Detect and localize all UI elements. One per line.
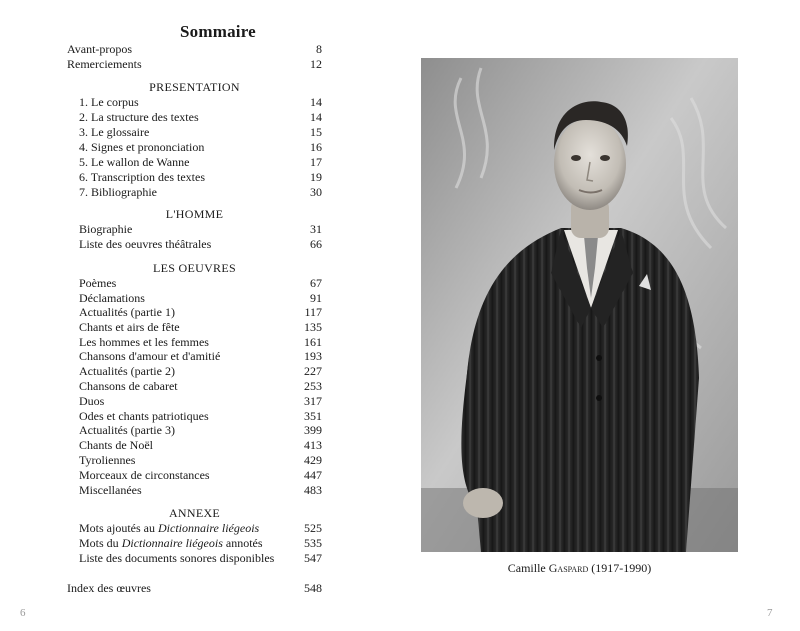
toc-entry — [79, 222, 322, 237]
toc-entry-page: 399 — [304, 423, 322, 437]
toc-entry-label: 2. La structure des textes — [79, 110, 199, 124]
toc-entry-italic: Dictionnaire liégeois — [158, 521, 260, 535]
toc-entry-label — [79, 536, 263, 551]
toc-entry — [79, 291, 322, 306]
toc-entry — [79, 438, 322, 453]
caption-last-name: Gaspard — [548, 561, 589, 575]
toc-entry-label: Odes et chants patriotiques — [79, 409, 209, 423]
toc-entry — [79, 237, 322, 252]
toc-entry — [79, 140, 322, 155]
toc-entry-label: Miscellanées — [79, 483, 142, 497]
page-number-right: 7 — [767, 607, 773, 619]
toc-entry-page: 135 — [304, 320, 322, 334]
toc-entry — [79, 364, 322, 379]
toc-entry-page: 17 — [310, 155, 322, 169]
eye-left — [571, 155, 581, 161]
toc-entry-label: Actualités (partie 3) — [79, 423, 175, 437]
toc-entry-italic: Dictionnaire liégeois — [121, 536, 223, 550]
eye-right — [600, 155, 610, 161]
button — [596, 395, 602, 401]
toc-entry — [79, 185, 322, 200]
toc-entry-page: 8 — [316, 42, 322, 56]
toc-entry-page: 193 — [304, 349, 322, 363]
toc-entry — [79, 155, 322, 170]
toc-entry-label: 5. Le wallon de Wanne — [79, 155, 190, 169]
toc-entry-page: 548 — [304, 581, 322, 595]
toc-entry-label: 6. Transcription des textes — [79, 170, 205, 184]
toc-entry-page: 413 — [304, 438, 322, 452]
toc-entry-page: 535 — [304, 536, 322, 550]
toc-entry-page: 483 — [304, 483, 322, 497]
toc-entry-page: 66 — [310, 237, 322, 251]
toc-entry — [79, 536, 322, 551]
toc-entry-page: 525 — [304, 521, 322, 535]
toc-entry-label: Les hommes et les femmes — [79, 335, 209, 349]
toc-entry-label: Liste des oeuvres théâtrales — [79, 237, 212, 251]
toc-entry-suffix: annotés — [222, 536, 263, 550]
toc-entry-label: Avant-propos — [67, 42, 133, 56]
toc-entry-page: 31 — [310, 222, 322, 236]
portrait-illustration — [421, 58, 738, 552]
toc-entry-page: 161 — [304, 335, 322, 349]
toc-entry-label: Morceaux de circonstances — [79, 468, 210, 482]
toc-entry — [67, 42, 322, 57]
toc-entry-label: Index des œuvres — [67, 581, 151, 595]
toc-entry — [79, 521, 322, 536]
toc-entry-index — [67, 581, 322, 596]
toc-entry — [79, 409, 322, 424]
toc-entry-page: 351 — [304, 409, 322, 423]
toc-entry-label: Déclamations — [79, 291, 145, 305]
toc-entry — [79, 453, 322, 468]
section-heading-annexe: ANNEXE — [168, 506, 221, 520]
toc-entry-label: Chansons de cabaret — [79, 379, 178, 393]
toc-entry-label: Poèmes — [79, 276, 117, 290]
toc-entry-label: Chansons d'amour et d'amitié — [79, 349, 221, 363]
toc-entry-label: Duos — [79, 394, 105, 408]
toc-entry-label: Tyroliennes — [79, 453, 136, 467]
toc-entry-label — [79, 551, 274, 566]
toc-entry — [79, 110, 322, 125]
toc-entry-prefix: Mots ajoutés au — [79, 521, 158, 535]
portrait-photo — [421, 58, 738, 552]
toc-entry — [79, 305, 322, 320]
toc-entry-prefix: Liste des documents sonores disponibles — [79, 551, 275, 565]
toc-entry-label: 7. Bibliographie — [79, 185, 157, 199]
toc-entry-page: 30 — [310, 185, 322, 199]
toc-entry-label: 1. Le corpus — [79, 95, 139, 109]
toc-entry-page: 14 — [310, 95, 322, 109]
toc-entry-label: Biographie — [79, 222, 133, 236]
toc-entry-label: 4. Signes et prononciation — [79, 140, 205, 154]
page-number-left: 6 — [20, 607, 26, 619]
toc-entry-page: 117 — [304, 305, 322, 319]
toc-entry-page: 16 — [310, 140, 322, 154]
hand — [463, 488, 503, 518]
toc-entry — [79, 335, 322, 350]
section-heading-oeuvres: LES OEUVRES — [153, 261, 236, 275]
toc-entry-page: 227 — [304, 364, 322, 378]
toc-entry — [79, 483, 322, 498]
toc-entry — [79, 125, 322, 140]
toc-title: Sommaire — [180, 22, 256, 41]
toc-entry — [79, 423, 322, 438]
photo-caption — [421, 561, 738, 576]
toc-entry-label: Chants et airs de fête — [79, 320, 180, 334]
toc-entry — [79, 349, 322, 364]
toc-entry-page: 12 — [310, 57, 322, 71]
button — [596, 355, 602, 361]
toc-entry — [79, 320, 322, 335]
toc-entry-page: 253 — [304, 379, 322, 393]
toc-entry-label: Actualités (partie 1) — [79, 305, 175, 319]
toc-entry — [79, 95, 322, 110]
toc-entry — [79, 551, 322, 566]
toc-entry-page: 447 — [304, 468, 322, 482]
toc-entry-page: 67 — [310, 276, 322, 290]
toc-entry-page: 14 — [310, 110, 322, 124]
toc-entry — [79, 170, 322, 185]
toc-entry-page: 429 — [304, 453, 322, 467]
toc-entry — [67, 57, 322, 72]
toc-entry-label: Chants de Noël — [79, 438, 153, 452]
section-heading-homme: L'HOMME — [165, 207, 224, 221]
toc-entry-page: 19 — [310, 170, 322, 184]
toc-entry-label: Actualités (partie 2) — [79, 364, 175, 378]
toc-entry — [79, 276, 322, 291]
toc-entry-page: 547 — [304, 551, 322, 565]
toc-entry-page: 15 — [310, 125, 322, 139]
toc-entry-label: Remerciements — [67, 57, 142, 71]
caption-dates: (1917-1990) — [588, 561, 652, 575]
toc-entry-prefix: Mots du — [79, 536, 122, 550]
toc-entry — [79, 394, 322, 409]
toc-entry — [79, 468, 322, 483]
toc-entry — [79, 379, 322, 394]
toc-entry-label — [79, 521, 259, 536]
caption-first-name: Camille — [507, 561, 549, 575]
toc-entry-page: 317 — [304, 394, 322, 408]
toc-entry-page: 91 — [310, 291, 322, 305]
section-heading-presentation: PRESENTATION — [149, 80, 240, 94]
toc-entry-label: 3. Le glossaire — [79, 125, 150, 139]
